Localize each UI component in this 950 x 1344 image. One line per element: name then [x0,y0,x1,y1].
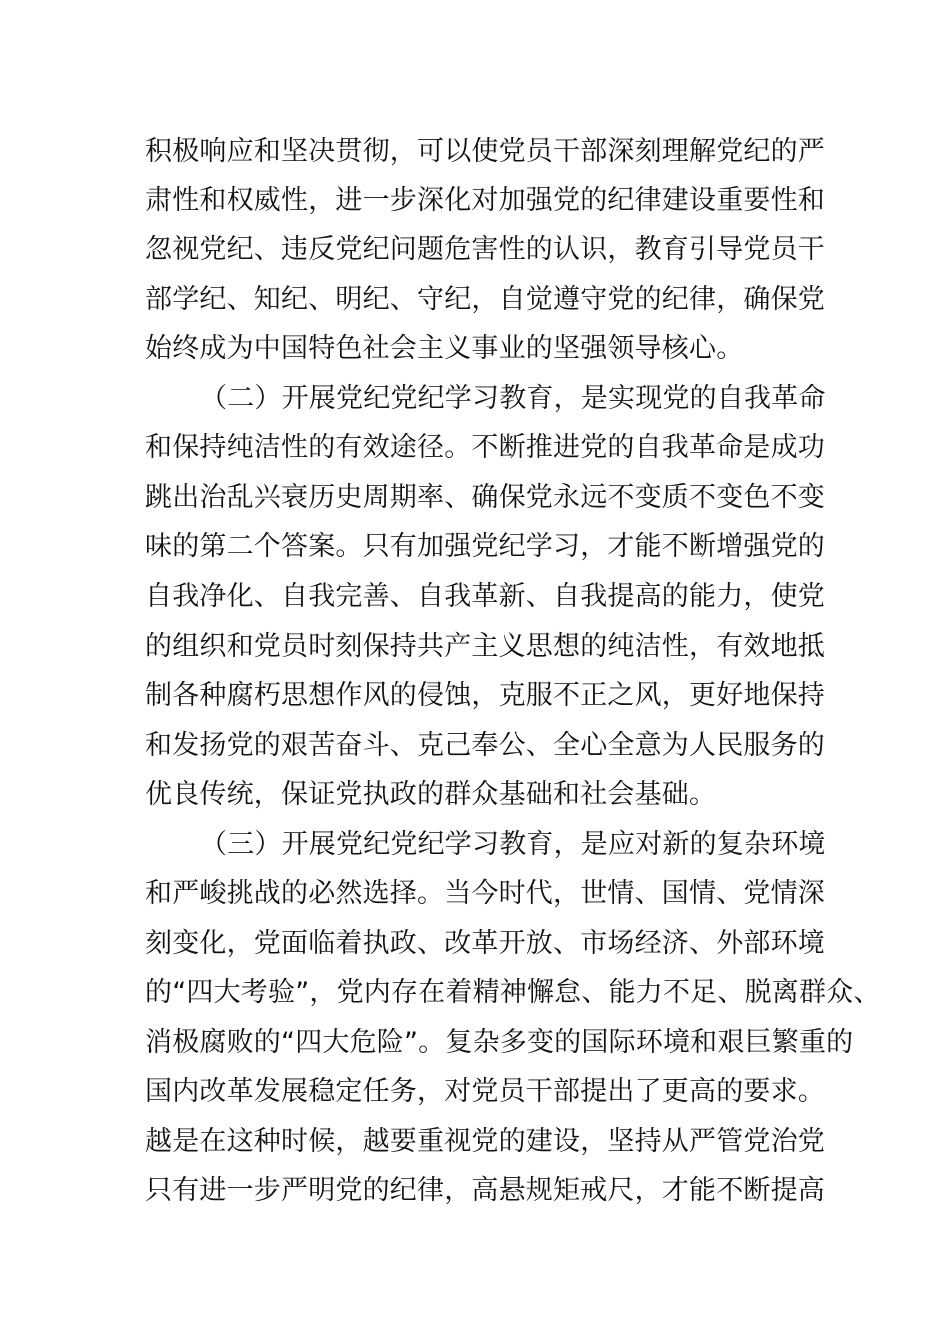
text-line: 国内改革发展稳定任务，对党员干部提出了更高的要求。 [145,1076,825,1107]
text-line: 和发扬党的艰苦奋斗、克己奉公、全心全意为人民服务的 [145,730,825,761]
text-line: 越是在这种时候，越要重视党的建设，坚持从严管党治党 [145,1126,825,1157]
text-line: 只有进一步严明党的纪律，高悬规矩戒尺，才能不断提高 [145,1175,825,1206]
text-line: 跳出治乱兴衰历史周期率、确保党永远不变质不变色不变 [145,482,825,513]
text-line: 的组织和党员时刻保持共产主义思想的纯洁性，有效地抵 [145,631,825,662]
text-line: 优良传统，保证党执政的群众基础和社会基础。 [145,779,717,810]
text-line: 积极响应和坚决贯彻，可以使党员干部深刻理解党纪的严 [145,136,825,167]
text-line: 忽视党纪、违反党纪问题危害性的认识，教育引导党员干 [145,234,825,265]
text-line: 和保持纯洁性的有效途径。不断推进党的自我革命是成功 [145,432,825,463]
text-line: 消极腐败的“四大危险”。复杂多变的国际环境和艰巨繁重的 [145,1027,854,1058]
text-line: 和严峻挑战的必然选择。当今时代，世情、国情、党情深 [145,878,825,909]
paragraph-heading-line: （二）开展党纪党纪学习教育，是实现党的自我革命 [200,383,826,414]
text-line: 刻变化，党面临着执政、改革开放、市场经济、外部环境 [145,928,825,959]
text-line: 肃性和权威性，进一步深化对加强党的纪律建设重要性和 [145,185,825,216]
text-line: 味的第二个答案。只有加强党纪学习，才能不断增强党的 [145,531,825,562]
text-line: 制各种腐朽思想作风的侵蚀，克服不正之风，更好地保持 [145,680,825,711]
text-line: 自我净化、自我完善、自我革新、自我提高的能力，使党 [145,581,825,612]
text-line: 的“四大考验”，党内存在着精神懈怠、能力不足、脱离群众、 [145,977,881,1008]
text-line: 部学纪、知纪、明纪、守纪，自觉遵守党的纪律，确保党 [145,284,825,315]
text-line: 始终成为中国特色社会主义事业的坚强领导核心。 [145,333,744,364]
paragraph-heading-line: （三）开展党纪党纪学习教育，是应对新的复杂环境 [200,829,826,860]
